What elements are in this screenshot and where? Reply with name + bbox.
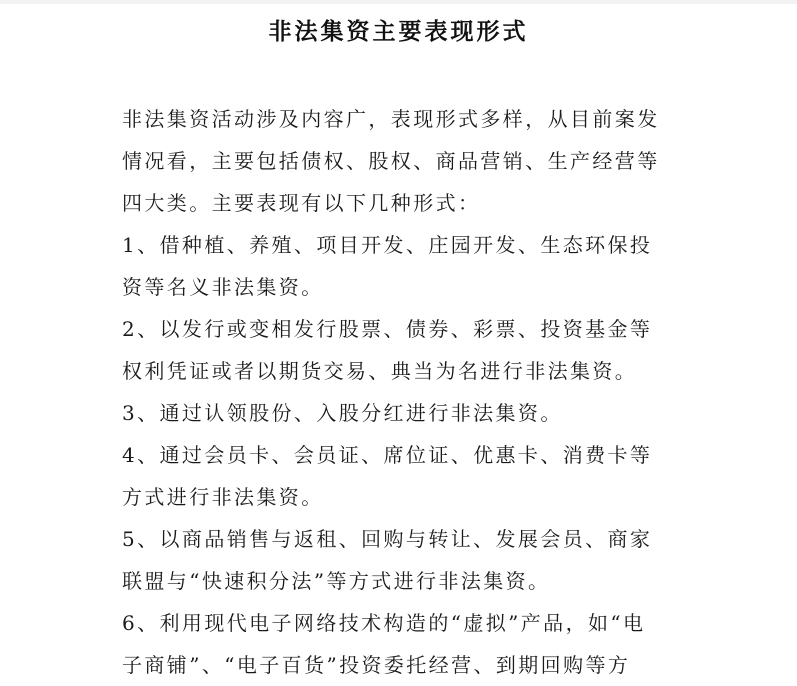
body-line-3: 四大类。主要表现有以下几种形式： bbox=[122, 191, 481, 215]
document-body bbox=[122, 98, 678, 686]
body-line-8: 3、通过认领股份、入股分红进行非法集资。 bbox=[122, 401, 563, 425]
body-line-2: 情况看，主要包括债权、股权、商品营销、生产经营等 bbox=[122, 149, 660, 173]
body-line-12: 联盟与“快速积分法”等方式进行非法集资。 bbox=[122, 569, 551, 593]
body-line-11: 5、以商品销售与返租、回购与转让、发展会员、商家 bbox=[122, 527, 653, 551]
body-line-4: 1、借种植、养殖、项目开发、庄园开发、生态环保投 bbox=[122, 233, 653, 257]
body-line-1: 非法集资活动涉及内容广，表现形式多样，从目前案发 bbox=[122, 107, 660, 131]
body-line-10: 方式进行非法集资。 bbox=[122, 485, 324, 509]
body-line-13: 6、利用现代电子网络技术构造的“虚拟”产品，如“电 bbox=[122, 611, 646, 635]
body-line-6: 2、以发行或变相发行股票、债券、彩票、投资基金等 bbox=[122, 317, 653, 341]
body-line-7: 权利凭证或者以期货交易、典当为名进行非法集资。 bbox=[122, 359, 638, 383]
document-title: 非法集资主要表现形式 bbox=[268, 18, 529, 45]
body-line-9: 4、通过会员卡、会员证、席位证、优惠卡、消费卡等 bbox=[122, 443, 653, 467]
body-line-14: 子商铺”、“电子百货”投资委托经营、到期回购等方 bbox=[122, 653, 631, 677]
body-line-5: 资等名义非法集资。 bbox=[122, 275, 324, 299]
page-top-edge bbox=[0, 0, 797, 4]
